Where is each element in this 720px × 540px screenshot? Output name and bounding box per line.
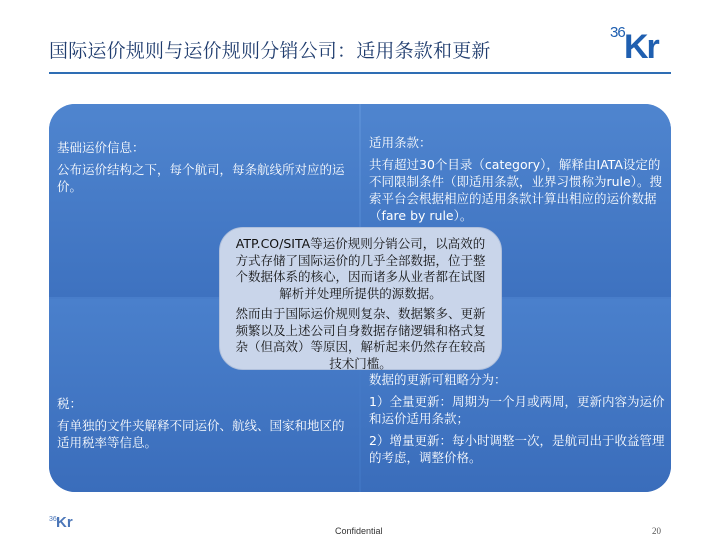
page-number: 20: [652, 526, 661, 536]
quadrant-heading: 适用条款：: [369, 135, 432, 150]
logo-text: Kr: [624, 28, 658, 66]
quadrant-list-item: 2）增量更新：每小时调整一次，是航司出于收益管理的考虑，调整价格。: [369, 433, 665, 465]
quadrant-list-item: 1）全量更新：周期为一个月或两周，更新内容为运价和运价适用条款；: [369, 394, 665, 426]
footer-logo-number: 36: [49, 516, 57, 523]
center-callout: [219, 227, 502, 370]
center-paragraph: 然而由于国际运价规则复杂、数据繁多、更新频繁以及上述公司自身数据存储逻辑和格式复杂（但高效）等原因，解析起来仍然存在较高技术门槛。: [235, 306, 486, 371]
quadrant-body: 有单独的文件夹解释不同运价、航线、国家和地区的适用税率等信息。: [57, 418, 345, 450]
quadrant-body: 共有超过30个目录（category），解释由IATA设定的不同限制条件（即适用条款，业界习惯称为rule）。搜索平台会根据相应的适用条款计算出相应的运价数据（fare by rule）。: [369, 157, 662, 223]
quadrant-heading: 数据的更新可粗略分为：: [369, 372, 507, 387]
quadrant-heading: 基础运价信息：: [57, 140, 145, 155]
center-paragraph: ATP.CO/SITA等运价规则分销公司，以高效的方式存储了国际运价的几乎全部数据，位于整个数据体系的核心，因而诸多从业者都在试图解析并处理所提供的源数据。: [235, 236, 486, 301]
footer-logo-text: Kr: [56, 514, 73, 531]
brand-logo: [610, 24, 672, 66]
quadrant-body: 公布运价结构之下，每个航司，每条航线所对应的运价。: [57, 162, 345, 194]
quadrant-heading: 税：: [57, 396, 83, 411]
slide-title: 国际运价规则与运价规则分销公司：适用条款和更新: [49, 40, 491, 62]
logo-number: 36: [610, 24, 625, 41]
title-divider: [49, 72, 671, 74]
confidential-label: Confidential: [335, 526, 383, 536]
